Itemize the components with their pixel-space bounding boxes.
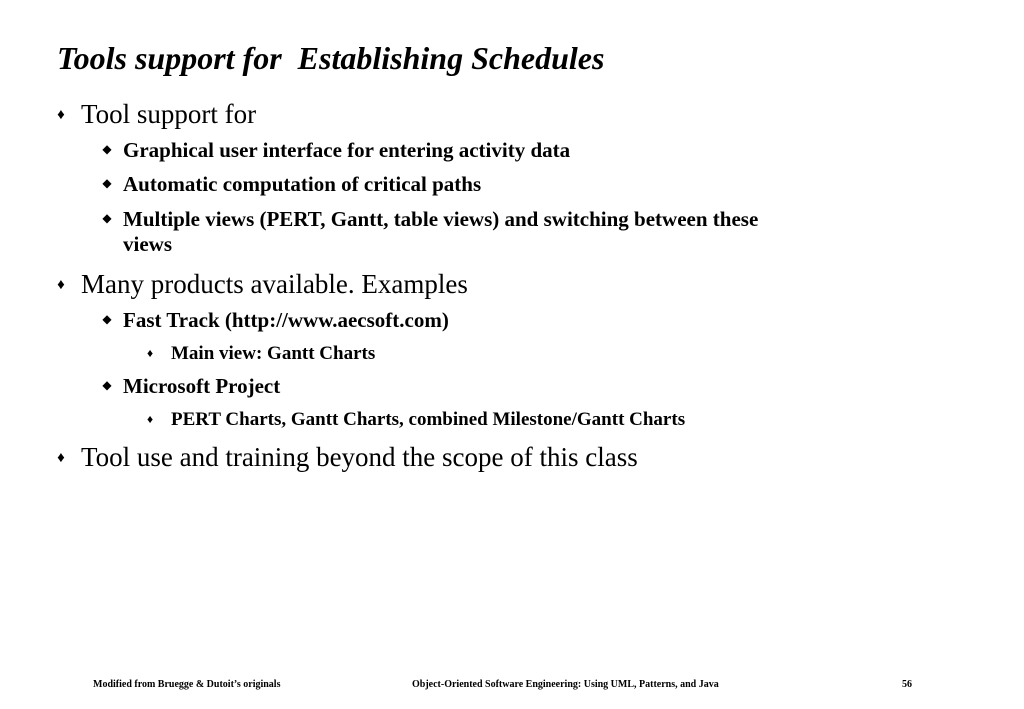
footer-center: Object-Oriented Software Engineering: Using UML, Patterns, and Java (412, 679, 719, 690)
diamond-bullet-icon: ♦ (57, 450, 65, 466)
bullet-text: Tool use and training beyond the scope of this class (81, 442, 638, 472)
footer-left: Modified from Bruegge & Dutoit’s originals (93, 679, 281, 690)
bullet-text: Main view: Gantt Charts (171, 343, 376, 364)
bullet-text: Tool support for (81, 99, 257, 129)
bullet-text: Fast Track (http://www.aecsoft.com) (123, 308, 449, 332)
bullet-text: Automatic computation of critical paths (123, 172, 482, 196)
bullet-text: Graphical user interface for entering activity data (123, 138, 571, 162)
bullet-text: Many products available. Examples (81, 269, 468, 299)
bullet-text-line2: views (123, 232, 172, 256)
diamond-bullet-icon: ♦ (57, 277, 65, 293)
diamond-bullet-icon: ♦ (57, 107, 65, 123)
diamond-bullet-icon: ◆ (102, 312, 112, 326)
bullet-text-line1: Multiple views (PERT, Gantt, table views) and switching between these (123, 207, 759, 231)
diamond-bullet-icon: ◆ (102, 176, 112, 190)
diamond-bullet-icon: ♦ (146, 412, 154, 426)
bullet-text: Microsoft Project (123, 374, 281, 398)
diamond-bullet-icon: ♦ (146, 346, 154, 360)
diamond-bullet-icon: ◆ (102, 142, 112, 156)
bullet-text: PERT Charts, Gantt Charts, combined Milestone/Gantt Charts (171, 409, 686, 430)
page-number: 56 (902, 679, 912, 690)
diamond-bullet-icon: ◆ (102, 378, 112, 392)
slide-title: Tools support for Establishing Schedules (57, 40, 605, 76)
diamond-bullet-icon: ◆ (102, 211, 112, 225)
